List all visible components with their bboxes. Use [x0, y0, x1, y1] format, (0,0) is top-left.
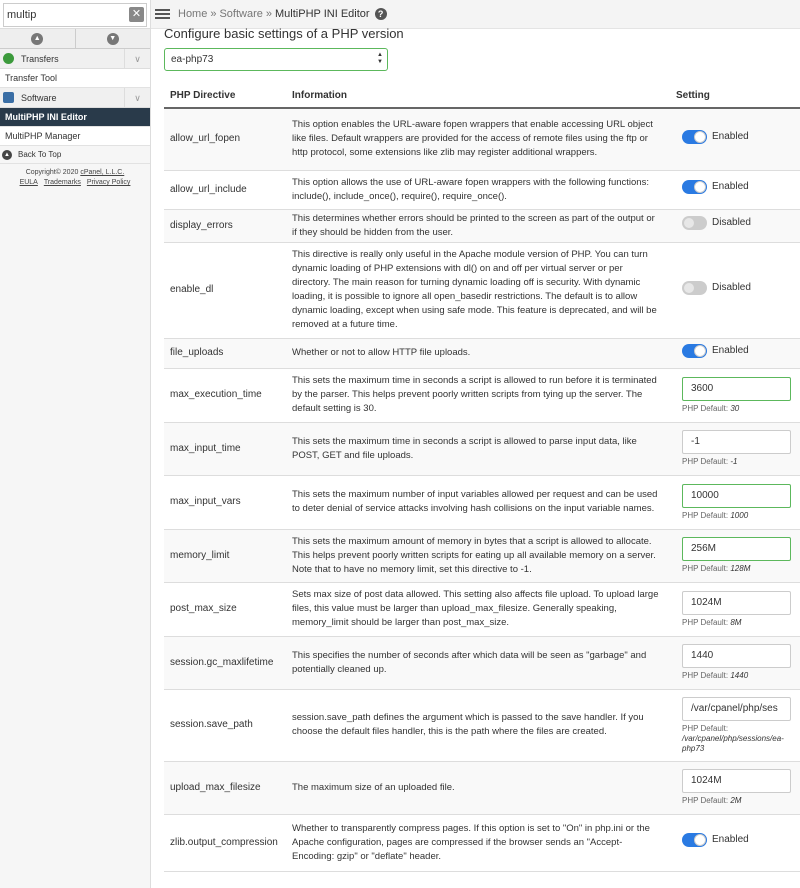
php-default-value: 1000 — [730, 510, 749, 520]
php-default-label: PHP Default: — [682, 457, 729, 466]
php-default-label: PHP Default: — [682, 510, 729, 520]
switch-icon — [682, 180, 707, 194]
breadcrumb-home[interactable]: Home — [178, 8, 208, 20]
switch-icon — [682, 833, 707, 847]
directive-setting — [670, 368, 800, 422]
toggle-label: Enabled — [712, 344, 749, 356]
toggle-switch[interactable] — [676, 833, 749, 847]
php-default — [682, 404, 800, 414]
sidebar-item-transfer-tool[interactable]: Transfer Tool — [0, 69, 150, 88]
php-default-label: PHP Default: — [682, 671, 729, 680]
setting-input[interactable]: /var/cpanel/php/ses — [682, 697, 791, 721]
column-header-setting: Setting — [670, 84, 800, 108]
directive-setting — [670, 170, 800, 209]
table-row — [164, 582, 800, 636]
directive-info: Whether or not to allow HTTP file uploads. — [286, 338, 670, 368]
setting-input[interactable]: 1440 — [682, 644, 791, 668]
directive-name: max_input_time — [164, 422, 286, 475]
directive-info: session.save_path defines the argument which is passed to the save handler. If you choose the default files handler, this is the path where the files are created. — [286, 689, 670, 761]
table-row — [164, 636, 800, 689]
switch-icon — [682, 216, 707, 230]
sidebar-item-multiphp-ini-editor[interactable]: MultiPHP INI Editor — [0, 108, 150, 127]
header — [151, 0, 800, 29]
php-default — [682, 564, 800, 574]
setting-input[interactable]: -1 — [682, 430, 791, 454]
directive-setting — [670, 475, 800, 529]
software-icon — [3, 92, 14, 103]
sidebar-arrows — [0, 29, 150, 49]
group-label: Transfers — [21, 53, 59, 64]
directive-info: This option enables the URL-aware fopen wrappers that enable accessing URL object like files. Default wrappers are provided for the access of remote files using the ftp or http protocol, some extensions like zlib may register additional wrappers. — [286, 108, 670, 170]
directive-info: This sets the maximum number of input variables allowed per request and can be used to deter denial of service attacks involving hash collisions on the input variable names. — [286, 475, 670, 529]
help-icon[interactable]: ? — [375, 8, 387, 20]
breadcrumb — [178, 8, 370, 20]
directive-info: Whether to transparently compress pages. If this option is set to "On" in php.ini or the Apache configuration, pages are compressed if the browser sends an "Accept-Encoding: gzip" or "deflate" header. — [286, 814, 670, 871]
table-row — [164, 689, 800, 761]
table-row — [164, 368, 800, 422]
setting-input[interactable]: 1024M — [682, 591, 791, 615]
directive-name: allow_url_include — [164, 170, 286, 209]
php-version-select[interactable] — [164, 48, 388, 71]
directive-name: session.gc_maxlifetime — [164, 636, 286, 689]
eula-link[interactable]: EULA — [19, 179, 38, 186]
php-default-value: 8M — [730, 617, 742, 627]
company-link[interactable]: cPanel, L.L.C. — [80, 169, 125, 176]
directive-setting — [670, 338, 800, 368]
select-arrows-icon: ▲ ▼ — [377, 52, 383, 65]
directive-name: zlib.output_compression — [164, 814, 286, 871]
directive-name: session.save_path — [164, 689, 286, 761]
page-title: Configure basic settings of a PHP version — [164, 26, 404, 41]
table-row — [164, 209, 800, 242]
column-header-information: Information — [286, 84, 670, 108]
php-default-label: PHP Default: — [682, 564, 729, 573]
php-default — [682, 796, 800, 806]
trademarks-link[interactable]: Trademarks — [43, 179, 81, 186]
toggle-label: Disabled — [712, 281, 751, 293]
chevron-down-icon[interactable]: ∨ — [124, 49, 150, 69]
chevron-down-icon[interactable]: ∨ — [124, 88, 150, 108]
php-default — [682, 457, 800, 467]
directive-setting — [670, 761, 800, 814]
toggle-label: Enabled — [712, 130, 749, 142]
directive-name: upload_max_filesize — [164, 761, 286, 814]
switch-icon — [682, 344, 707, 358]
php-default-value: 30 — [730, 403, 740, 413]
back-to-top-link[interactable] — [0, 146, 150, 164]
directive-name: post_max_size — [164, 582, 286, 636]
directive-info: This determines whether errors should be printed to the screen as part of the output or if they should be hidden from the user. — [286, 209, 670, 242]
table-row — [164, 814, 800, 871]
directive-name: max_execution_time — [164, 368, 286, 422]
php-default — [682, 671, 800, 681]
php-default — [682, 618, 800, 628]
table-row — [164, 108, 800, 170]
table-row — [164, 475, 800, 529]
setting-input[interactable]: 256M — [682, 537, 791, 561]
clear-search-icon[interactable]: ✕ — [129, 7, 144, 22]
copyright-text: Copyright© 2020 — [25, 169, 79, 176]
directive-info: This specifies the number of seconds after which data will be seen as "garbage" and potentially cleaned up. — [286, 636, 670, 689]
sidebar-search-input[interactable] — [3, 3, 147, 27]
toggle-switch[interactable] — [676, 130, 749, 144]
toggle-switch[interactable] — [676, 216, 751, 230]
setting-input[interactable]: 1024M — [682, 769, 791, 793]
search-box — [0, 0, 150, 29]
menu-toggle-icon[interactable] — [155, 7, 170, 21]
main-content — [164, 26, 800, 872]
directives-table — [164, 84, 800, 872]
table-row — [164, 529, 800, 582]
table-row — [164, 422, 800, 475]
back-to-top-label: Back To Top — [18, 150, 62, 159]
php-default-value: 128M — [730, 564, 751, 573]
php-default — [682, 724, 800, 754]
breadcrumb-separator: » — [265, 8, 273, 20]
breadcrumb-separator: » — [210, 8, 217, 20]
php-default-value: 1440 — [730, 671, 749, 680]
directive-setting — [670, 689, 800, 761]
php-version-value: ea-php73 — [171, 54, 214, 65]
directive-info: This sets the maximum time in seconds a script is allowed to parse input data, like POST, GET and file uploads. — [286, 422, 670, 475]
toggle-label: Disabled — [712, 217, 751, 228]
directive-setting — [670, 209, 800, 242]
setting-input[interactable]: 10000 — [682, 484, 791, 508]
directive-setting — [670, 108, 800, 170]
toggle-switch[interactable] — [676, 281, 751, 295]
expand-all-button[interactable] — [76, 29, 151, 48]
group-label: Software — [21, 92, 57, 103]
php-default-value: /var/cpanel/php/sessions/ea-php73 — [682, 733, 784, 753]
directive-name: allow_url_fopen — [164, 108, 286, 170]
directive-name: file_uploads — [164, 338, 286, 368]
php-default-label: PHP Default: — [682, 723, 729, 733]
breadcrumb-software[interactable]: Software — [219, 8, 263, 20]
directive-name: enable_dl — [164, 242, 286, 338]
group-transfers[interactable] — [0, 49, 150, 69]
group-software[interactable] — [0, 88, 150, 108]
column-header-directive: PHP Directive — [164, 84, 286, 108]
php-default-label: PHP Default: — [682, 617, 729, 627]
sidebar — [0, 0, 151, 888]
php-default — [682, 511, 800, 521]
arrow-up-icon: ▲ — [31, 33, 43, 45]
directive-info: This sets the maximum amount of memory in bytes that a script is allowed to allocate. This helps prevent poorly written scripts for eating up all available memory on a server. Note that to have no memory limit, set this directive to -1. — [286, 529, 670, 582]
directive-info: The maximum size of an uploaded file. — [286, 761, 670, 814]
directive-setting — [670, 242, 800, 338]
arrow-up-icon: ▲ — [2, 150, 12, 160]
setting-input[interactable]: 3600 — [682, 377, 791, 401]
table-row — [164, 242, 800, 338]
php-default-value: -1 — [730, 457, 738, 466]
directive-name: display_errors — [164, 209, 286, 242]
php-default-label: PHP Default: — [682, 403, 729, 413]
table-row — [164, 170, 800, 209]
toggle-switch[interactable] — [676, 344, 749, 358]
directive-info: This directive is really only useful in the Apache module version of PHP. You can turn dynamic loading of PHP extensions with dl() on and off per virtual server or per directory. The main reason for turning dynamic loading off is security. With dynamic loading, it is possible to ignore all open_basedir restrictions. The default is to allow dynamic loading, except when using safe mode. This feature is deprecated, and will be removed at a future time. — [286, 242, 670, 338]
transfers-icon — [3, 53, 14, 64]
directive-info: This sets the maximum time in seconds a script is allowed to run before it is terminated by the parser. This helps prevent poorly written scripts from tying up the server. The default setting is 30. — [286, 368, 670, 422]
php-default-label: PHP Default: — [682, 796, 729, 805]
breadcrumb-current: MultiPHP INI Editor — [275, 8, 370, 20]
toggle-switch[interactable] — [676, 180, 749, 194]
directive-info: This option allows the use of URL-aware fopen wrappers with the following functions: include(), include_once(), require(), require_once(). — [286, 170, 670, 209]
switch-icon — [682, 281, 707, 295]
toggle-label: Enabled — [712, 181, 749, 192]
privacy-policy-link[interactable]: Privacy Policy — [86, 179, 131, 186]
directive-setting — [670, 529, 800, 582]
php-default-value: 2M — [730, 796, 742, 805]
arrow-down-icon: ▼ — [107, 33, 119, 45]
table-row — [164, 338, 800, 368]
directive-setting — [670, 582, 800, 636]
switch-icon — [682, 130, 707, 144]
directive-info: Sets max size of post data allowed. This setting also affects file upload. To upload large files, this value must be larger than upload_max_filesize. Generally speaking, memory_limit should be larger than post_max_size. — [286, 582, 670, 636]
copyright-block — [0, 164, 150, 188]
sidebar-item-multiphp-manager[interactable]: MultiPHP Manager — [0, 127, 150, 146]
directive-setting — [670, 422, 800, 475]
directive-setting — [670, 814, 800, 871]
table-row — [164, 761, 800, 814]
toggle-label: Enabled — [712, 834, 749, 845]
directive-name: max_input_vars — [164, 475, 286, 529]
directive-setting — [670, 636, 800, 689]
directive-name: memory_limit — [164, 529, 286, 582]
collapse-all-button[interactable] — [0, 29, 76, 48]
